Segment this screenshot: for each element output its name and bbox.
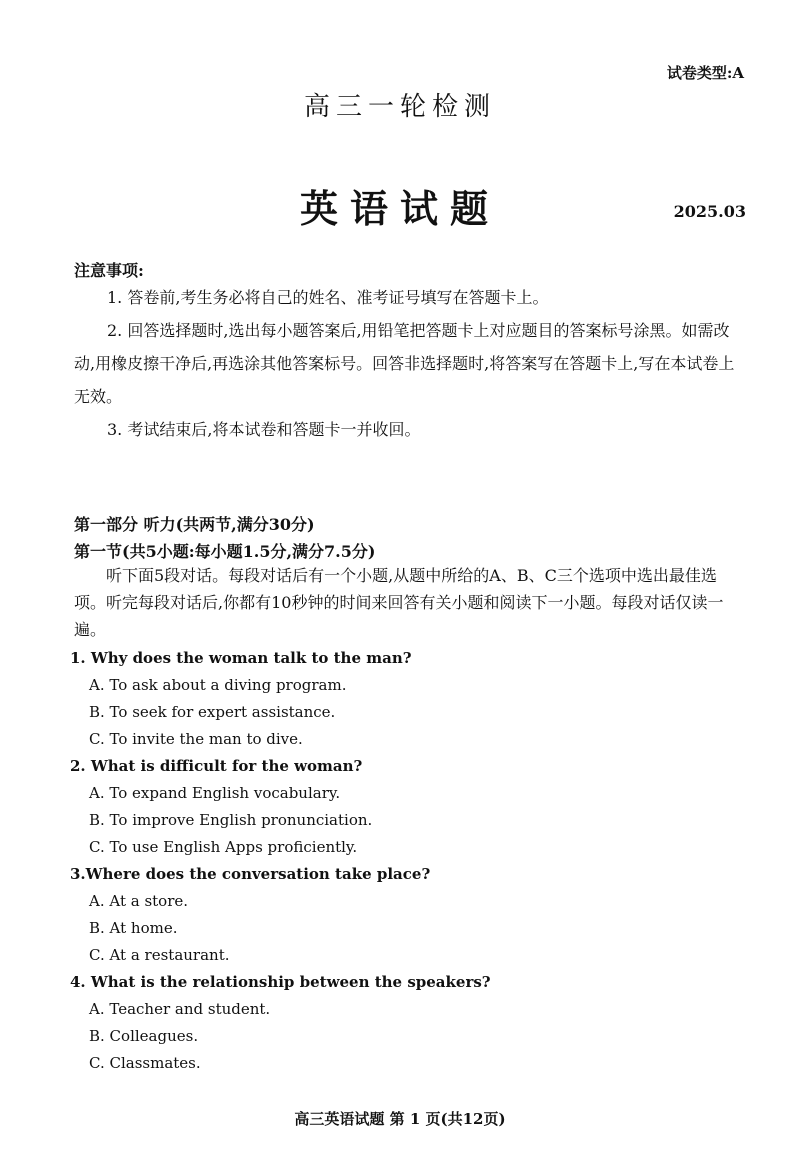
paper-type-label: 试卷类型:A	[666, 64, 744, 82]
answer-option: B. To seek for expert assistance.	[89, 703, 336, 721]
answer-option: C. Classmates.	[89, 1054, 201, 1072]
answer-option: C. To use English Apps proficiently.	[89, 838, 358, 856]
exam-title: 英语试题	[299, 186, 500, 231]
question-stem: 1. Why does the woman talk to the man?	[70, 649, 412, 667]
section-heading: 第一节(共5小题:每小题1.5分,满分7.5分)	[74, 542, 376, 561]
notice-item	[74, 281, 742, 314]
answer-option: A. Teacher and student.	[89, 1000, 271, 1018]
notice-item	[74, 314, 742, 413]
answer-option: B. At home.	[89, 919, 178, 937]
answer-option: B. Colleagues.	[89, 1027, 199, 1045]
question-stem: 2. What is difficult for the woman?	[70, 757, 363, 775]
answer-option: A. To ask about a diving program.	[89, 676, 347, 694]
answer-option: A. To expand English vocabulary.	[89, 784, 341, 802]
notice-item-text: 1. 答卷前,考生务必将自己的姓名、准考证号填写在答题卡上。	[107, 288, 549, 307]
question-stem: 3.Where does the conversation take place?	[70, 865, 431, 883]
notice-heading: 注意事项:	[74, 261, 144, 280]
answer-option: C. To invite the man to dive.	[89, 730, 303, 748]
answer-option: A. At a store.	[89, 892, 189, 910]
notice-item-text: 2. 回答选择题时,选出每小题答案后,用铅笔把答题卡上对应题目的答案标号涂黑。如需改动,用橡皮擦干净后,再选涂其他答案标号。回答非选择题时,将答案写在答题卡上,写在本试卷上无效。	[74, 321, 735, 406]
answer-option: C. At a restaurant.	[89, 946, 230, 964]
question-stem: 4. What is the relationship between the speakers?	[70, 973, 491, 991]
listening-instructions: 听下面5段对话。每段对话后有一个小题,从题中所给的A、B、C三个选项中选出最佳选项。听完每段对话后,你都有10秒钟的时间来回答有关小题和阅读下一小题。每段对话仅读一遍。	[74, 566, 724, 639]
exam-subtitle: 高三一轮检测	[303, 92, 496, 122]
exam-date: 2025.03	[673, 202, 746, 221]
part-heading: 第一部分 听力(共两节,满分30分)	[74, 515, 315, 534]
answer-option: B. To improve English pronunciation.	[89, 811, 373, 829]
notice-item-text: 3. 考试结束后,将本试卷和答题卡一并收回。	[107, 420, 421, 439]
page-footer: 高三英语试题 第 1 页(共12页)	[294, 1110, 506, 1128]
notice-item	[74, 413, 742, 446]
